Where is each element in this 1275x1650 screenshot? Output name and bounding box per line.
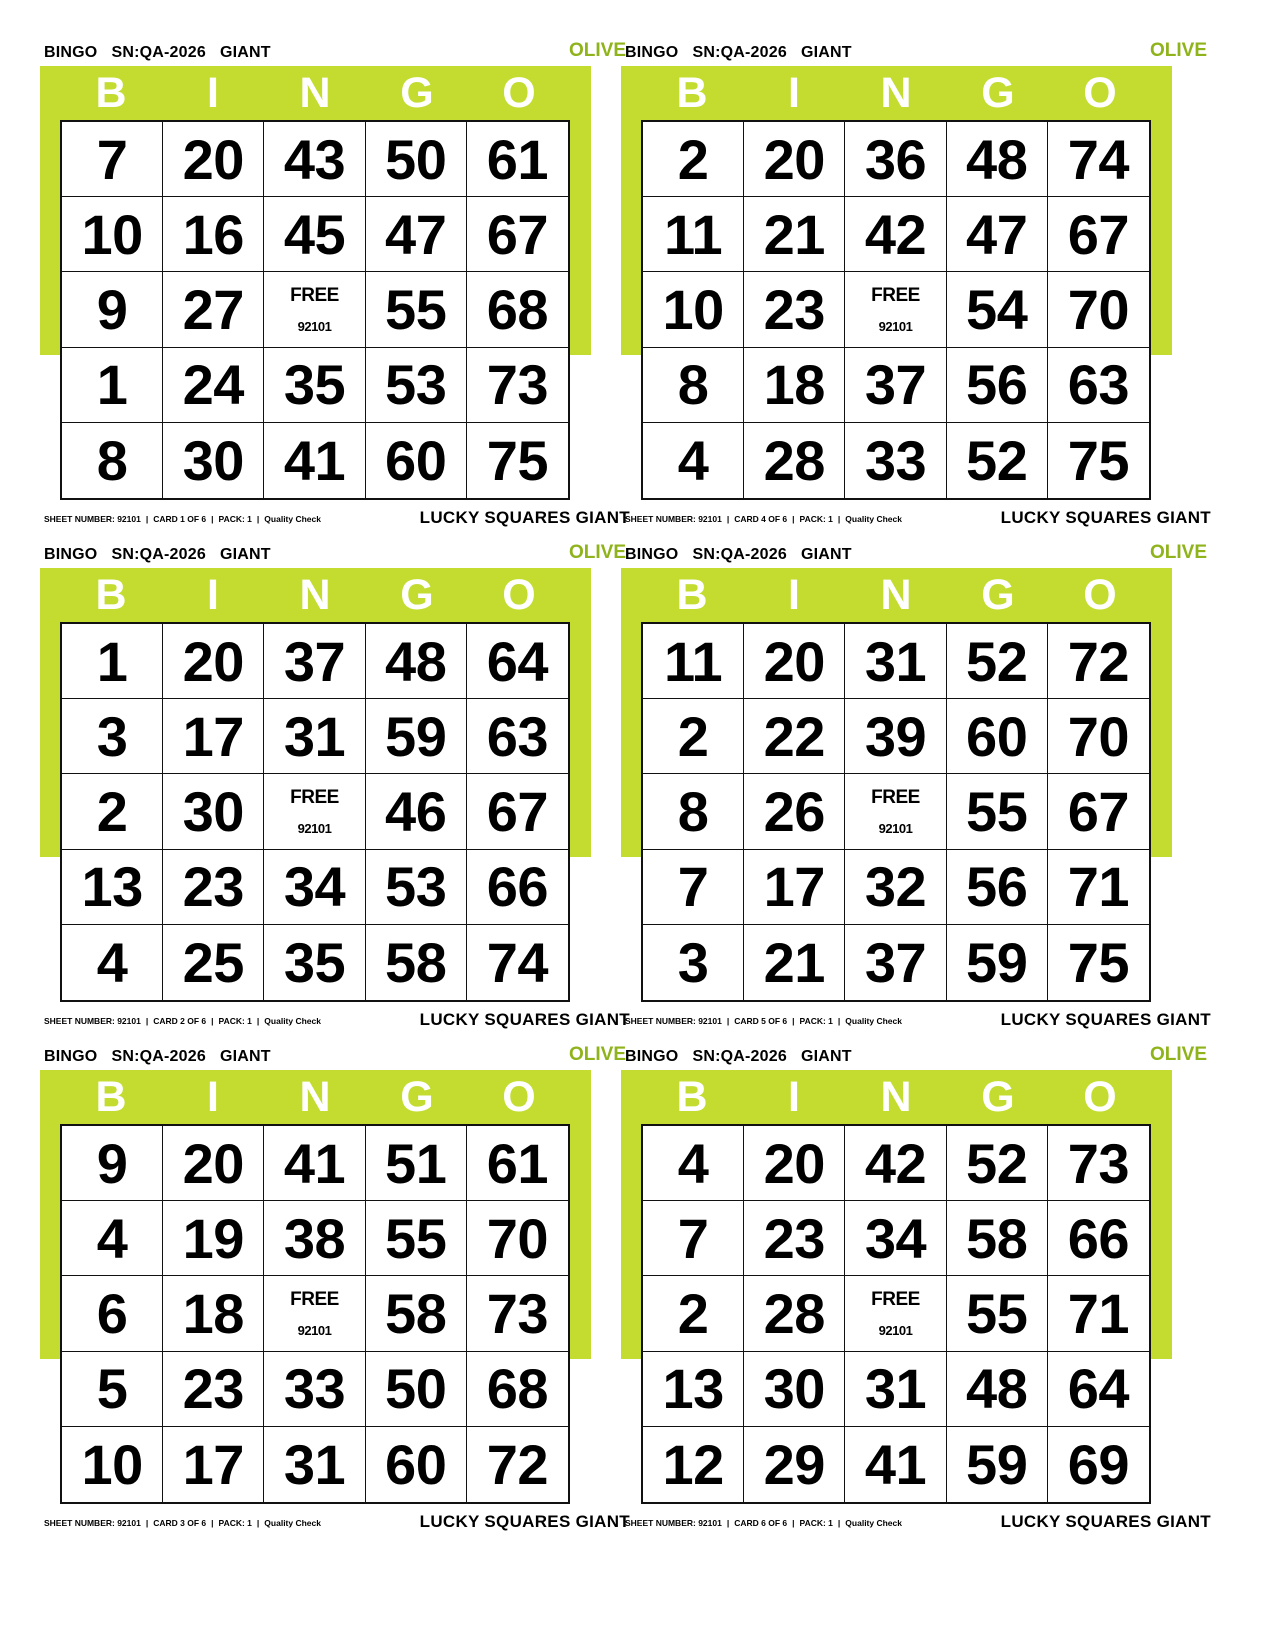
card-header <box>625 44 866 62</box>
card-color-label: OLIVE <box>568 542 626 563</box>
number-cell[interactable]: 8 <box>643 348 744 423</box>
footer-item: SHEET NUMBER: 92101 <box>44 514 141 524</box>
number-cell[interactable]: 56 <box>947 850 1048 925</box>
card-header-item: BINGO <box>625 44 679 61</box>
number-cell[interactable]: 1 <box>62 624 163 699</box>
bingo-grid <box>641 120 1151 500</box>
free-label: FREE <box>290 1288 339 1310</box>
number-cell[interactable]: 3 <box>643 925 744 1000</box>
card-header-item: SN:QA-2026 <box>692 1048 787 1065</box>
card-brand: LUCKY SQUARES GIANT <box>1000 1512 1211 1531</box>
footer-separator: | <box>145 1016 149 1026</box>
number-cell[interactable]: 17 <box>163 699 264 774</box>
card-footer <box>44 1016 321 1026</box>
footer-item: Quality Check <box>264 1016 321 1026</box>
number-cell[interactable]: 47 <box>366 197 467 272</box>
card-header-item: GIANT <box>219 1048 271 1065</box>
footer-item: PACK: 1 <box>799 514 833 524</box>
number-cell[interactable]: 20 <box>163 1126 264 1201</box>
number-cell[interactable]: 4 <box>643 423 744 498</box>
number-cell[interactable]: 59 <box>947 1427 1048 1502</box>
number-cell[interactable]: 72 <box>1048 624 1149 699</box>
number-cell[interactable]: 27 <box>163 272 264 347</box>
card-header-item: GIANT <box>219 44 271 61</box>
number-cell[interactable]: 58 <box>366 925 467 1000</box>
footer-item: CARD 2 OF 6 <box>153 1016 207 1026</box>
number-cell[interactable]: 64 <box>1048 1352 1149 1427</box>
bingo-letter: O <box>1083 571 1117 619</box>
free-space[interactable] <box>845 272 946 347</box>
bingo-letter: I <box>788 571 800 619</box>
card-header-item: GIANT <box>800 1048 852 1065</box>
footer-item: Quality Check <box>845 1016 902 1026</box>
number-cell[interactable]: 73 <box>467 348 568 423</box>
bingo-letters <box>60 1070 570 1124</box>
number-cell[interactable]: 50 <box>366 122 467 197</box>
free-space[interactable] <box>264 1276 365 1351</box>
number-cell[interactable]: 16 <box>163 197 264 272</box>
bingo-letter: G <box>400 571 434 619</box>
card-header <box>44 1048 285 1066</box>
number-cell[interactable]: 7 <box>62 122 163 197</box>
number-cell[interactable]: 43 <box>264 122 365 197</box>
footer-separator: | <box>145 514 149 524</box>
footer-separator: | <box>256 1016 260 1026</box>
free-space[interactable] <box>845 1276 946 1351</box>
number-cell[interactable]: 55 <box>947 1276 1048 1351</box>
number-cell[interactable]: 52 <box>947 423 1048 498</box>
bingo-letters <box>641 568 1151 622</box>
number-cell[interactable]: 21 <box>744 925 845 1000</box>
number-cell[interactable]: 48 <box>947 1352 1048 1427</box>
free-label: FREE <box>871 284 920 306</box>
card-color-label: OLIVE <box>568 1044 626 1065</box>
card-header <box>625 546 866 564</box>
number-cell[interactable]: 53 <box>366 348 467 423</box>
number-cell[interactable]: 9 <box>62 1126 163 1201</box>
number-cell[interactable]: 8 <box>62 423 163 498</box>
number-cell[interactable]: 33 <box>845 423 946 498</box>
bingo-letter: I <box>788 1073 800 1121</box>
number-cell[interactable]: 42 <box>845 1126 946 1201</box>
number-cell[interactable]: 47 <box>947 197 1048 272</box>
number-cell[interactable]: 39 <box>845 699 946 774</box>
number-cell[interactable]: 75 <box>1067 428 1130 492</box>
footer-separator: | <box>837 1016 841 1026</box>
bingo-grid <box>641 622 1151 1002</box>
footer-separator: | <box>211 1518 214 1528</box>
bingo-letter: B <box>676 69 708 117</box>
number-cell[interactable]: 12 <box>643 1427 744 1502</box>
number-cell[interactable]: 31 <box>845 624 946 699</box>
number-cell[interactable]: 42 <box>845 197 946 272</box>
footer-item: PACK: 1 <box>799 1016 833 1026</box>
bingo-letter: B <box>676 1073 708 1121</box>
number-cell[interactable]: 59 <box>947 925 1048 1000</box>
footer-item: PACK: 1 <box>218 1016 252 1026</box>
footer-separator: | <box>211 1016 214 1026</box>
card-header-item: SN:QA-2026 <box>692 44 787 61</box>
card-color-label: OLIVE <box>568 40 626 61</box>
bingo-grid <box>60 120 570 500</box>
bingo-card <box>40 38 630 541</box>
free-space[interactable] <box>264 272 365 347</box>
card-header-item: BINGO <box>44 1048 98 1065</box>
number-cell[interactable]: 51 <box>366 1126 467 1201</box>
card-color-label: OLIVE <box>1149 1044 1207 1065</box>
bingo-letter: G <box>981 571 1015 619</box>
bingo-letter: O <box>1083 69 1117 117</box>
footer-item: SHEET NUMBER: 92101 <box>44 1518 141 1528</box>
footer-separator: | <box>792 1518 795 1528</box>
number-cell[interactable]: 5 <box>62 1352 163 1427</box>
number-cell[interactable]: 55 <box>947 774 1048 849</box>
number-cell[interactable]: 74 <box>486 930 549 994</box>
free-space[interactable] <box>845 774 946 849</box>
number-cell[interactable]: 35 <box>264 925 365 1000</box>
number-cell[interactable]: 37 <box>264 624 365 699</box>
number-cell[interactable]: 38 <box>264 1201 365 1276</box>
card-header-item: BINGO <box>44 44 98 61</box>
bingo-letter: N <box>880 69 912 117</box>
number-cell[interactable]: 60 <box>947 699 1048 774</box>
number-cell[interactable]: 10 <box>62 1427 163 1502</box>
card-header-item: SN:QA-2026 <box>692 546 787 563</box>
number-cell[interactable]: 4 <box>62 1201 163 1276</box>
card-header-item: SN:QA-2026 <box>111 546 206 563</box>
number-cell[interactable]: 45 <box>264 197 365 272</box>
number-cell[interactable]: 41 <box>264 1126 365 1201</box>
number-cell[interactable]: 70 <box>1048 272 1149 347</box>
card-header-item: BINGO <box>625 1048 679 1065</box>
bingo-letter: N <box>299 571 331 619</box>
footer-separator: | <box>211 514 214 524</box>
number-cell[interactable]: 37 <box>845 348 946 423</box>
footer-item: PACK: 1 <box>218 1518 252 1528</box>
number-cell[interactable]: 67 <box>1048 197 1149 272</box>
footer-item: Quality Check <box>264 514 321 524</box>
number-cell[interactable]: 60 <box>366 1427 467 1502</box>
number-cell[interactable]: 41 <box>845 1427 946 1502</box>
free-number: 92101 <box>878 318 913 334</box>
footer-separator: | <box>726 1016 730 1026</box>
number-cell[interactable]: 36 <box>845 122 946 197</box>
number-cell[interactable]: 73 <box>1048 1126 1149 1201</box>
free-label: FREE <box>290 284 339 306</box>
number-cell[interactable]: 48 <box>947 122 1048 197</box>
bingo-letter: I <box>207 69 219 117</box>
number-cell[interactable]: 75 <box>486 428 549 492</box>
card-header <box>44 546 285 564</box>
footer-item: CARD 3 OF 6 <box>153 1518 207 1528</box>
footer-separator: | <box>726 1518 730 1528</box>
bingo-grid <box>641 1124 1151 1504</box>
number-cell[interactable]: 24 <box>163 348 264 423</box>
footer-separator: | <box>256 514 260 524</box>
card-footer <box>625 1016 902 1026</box>
number-cell[interactable]: 1 <box>62 348 163 423</box>
card-header-item: BINGO <box>44 546 98 563</box>
number-cell[interactable]: 56 <box>947 348 1048 423</box>
number-cell[interactable]: 26 <box>744 774 845 849</box>
bingo-letter: G <box>400 1073 434 1121</box>
bingo-letter: I <box>207 1073 219 1121</box>
bingo-letters <box>641 66 1151 120</box>
number-cell[interactable]: 23 <box>744 272 845 347</box>
bingo-card <box>621 38 1211 541</box>
number-cell[interactable]: 20 <box>744 122 845 197</box>
number-cell[interactable]: 2 <box>643 1276 744 1351</box>
number-cell[interactable]: 35 <box>264 348 365 423</box>
card-color-label: OLIVE <box>1149 40 1207 61</box>
footer-item: PACK: 1 <box>799 1518 833 1528</box>
bingo-card <box>621 1042 1211 1545</box>
number-cell[interactable]: 66 <box>1048 1201 1149 1276</box>
number-cell[interactable]: 61 <box>467 1126 568 1201</box>
number-cell[interactable]: 10 <box>643 272 744 347</box>
card-footer <box>625 514 902 524</box>
card-footer <box>625 1518 902 1528</box>
number-cell[interactable]: 23 <box>163 850 264 925</box>
card-brand: LUCKY SQUARES GIANT <box>419 508 630 527</box>
bingo-letter: B <box>95 69 127 117</box>
number-cell[interactable]: 59 <box>366 699 467 774</box>
number-cell[interactable]: 70 <box>467 1201 568 1276</box>
card-header-item: GIANT <box>800 44 852 61</box>
bingo-letter: N <box>880 1073 912 1121</box>
bingo-letter: B <box>95 571 127 619</box>
number-cell[interactable]: 37 <box>845 925 946 1000</box>
bingo-letter: G <box>400 69 434 117</box>
number-cell[interactable]: 30 <box>163 423 264 498</box>
free-number: 92101 <box>297 820 332 836</box>
footer-item: SHEET NUMBER: 92101 <box>44 1016 141 1026</box>
card-brand: LUCKY SQUARES GIANT <box>419 1010 630 1029</box>
number-cell[interactable]: 31 <box>264 699 365 774</box>
footer-item: Quality Check <box>845 1518 902 1528</box>
bingo-letter: B <box>676 571 708 619</box>
footer-item: CARD 1 OF 6 <box>153 514 207 524</box>
number-cell[interactable]: 29 <box>744 1427 845 1502</box>
number-cell[interactable]: 20 <box>744 624 845 699</box>
bingo-letter: N <box>299 1073 331 1121</box>
number-cell[interactable]: 32 <box>845 850 946 925</box>
number-cell[interactable]: 69 <box>1067 1432 1130 1496</box>
card-brand: LUCKY SQUARES GIANT <box>1000 508 1211 527</box>
number-cell[interactable]: 6 <box>62 1276 163 1351</box>
number-cell[interactable]: 7 <box>643 850 744 925</box>
number-cell[interactable]: 4 <box>643 1126 744 1201</box>
number-cell[interactable]: 3 <box>62 699 163 774</box>
number-cell[interactable]: 7 <box>643 1201 744 1276</box>
card-brand: LUCKY SQUARES GIANT <box>1000 1010 1211 1029</box>
card-footer <box>44 1518 321 1528</box>
footer-separator: | <box>256 1518 260 1528</box>
bingo-letter: I <box>207 571 219 619</box>
free-space[interactable] <box>264 774 365 849</box>
bingo-card <box>621 540 1211 1043</box>
number-cell[interactable]: 71 <box>1048 1276 1149 1351</box>
number-cell[interactable]: 55 <box>366 272 467 347</box>
number-cell[interactable]: 17 <box>744 850 845 925</box>
number-cell[interactable]: 67 <box>467 197 568 272</box>
bingo-letter: O <box>502 571 536 619</box>
bingo-letter: B <box>95 1073 127 1121</box>
number-cell[interactable]: 34 <box>845 1201 946 1276</box>
number-cell[interactable]: 11 <box>643 197 744 272</box>
number-cell[interactable]: 13 <box>643 1352 744 1427</box>
number-cell[interactable]: 52 <box>947 624 1048 699</box>
number-cell[interactable]: 2 <box>62 774 163 849</box>
number-cell[interactable]: 52 <box>947 1126 1048 1201</box>
bingo-letter: N <box>880 571 912 619</box>
number-cell[interactable]: 63 <box>1048 348 1149 423</box>
number-cell[interactable]: 20 <box>744 1126 845 1201</box>
footer-item: CARD 5 OF 6 <box>734 1016 788 1026</box>
number-cell[interactable]: 41 <box>264 423 365 498</box>
footer-item: SHEET NUMBER: 92101 <box>625 514 722 524</box>
number-cell[interactable]: 67 <box>1048 774 1149 849</box>
number-cell[interactable]: 18 <box>744 348 845 423</box>
number-cell[interactable]: 28 <box>744 423 845 498</box>
bingo-letters <box>60 66 570 120</box>
number-cell[interactable]: 2 <box>643 122 744 197</box>
number-cell[interactable]: 10 <box>62 197 163 272</box>
number-cell[interactable]: 48 <box>366 624 467 699</box>
number-cell[interactable]: 75 <box>1067 930 1130 994</box>
footer-separator: | <box>837 514 841 524</box>
bingo-letter: O <box>502 69 536 117</box>
footer-separator: | <box>837 1518 841 1528</box>
number-cell[interactable]: 73 <box>467 1276 568 1351</box>
bingo-card <box>40 1042 630 1545</box>
footer-item: PACK: 1 <box>218 514 252 524</box>
number-cell[interactable]: 13 <box>62 850 163 925</box>
number-cell[interactable]: 46 <box>366 774 467 849</box>
footer-item: Quality Check <box>264 1518 321 1528</box>
number-cell[interactable]: 21 <box>744 197 845 272</box>
number-cell[interactable]: 23 <box>163 1352 264 1427</box>
footer-item: Quality Check <box>845 514 902 524</box>
card-footer <box>44 514 321 524</box>
number-cell[interactable]: 9 <box>62 272 163 347</box>
card-header-item: GIANT <box>219 546 271 563</box>
free-label: FREE <box>871 786 920 808</box>
bingo-grid <box>60 1124 570 1504</box>
number-cell[interactable]: 63 <box>467 699 568 774</box>
bingo-letter: O <box>1083 1073 1117 1121</box>
bingo-letter: G <box>981 69 1015 117</box>
free-number: 92101 <box>297 318 332 334</box>
number-cell[interactable]: 30 <box>163 774 264 849</box>
footer-item: SHEET NUMBER: 92101 <box>625 1016 722 1026</box>
number-cell[interactable]: 71 <box>1048 850 1149 925</box>
number-cell[interactable]: 19 <box>163 1201 264 1276</box>
card-header <box>625 1048 866 1066</box>
footer-separator: | <box>726 514 730 524</box>
number-cell[interactable]: 28 <box>744 1276 845 1351</box>
free-label: FREE <box>290 786 339 808</box>
number-cell[interactable]: 34 <box>264 850 365 925</box>
number-cell[interactable]: 20 <box>163 624 264 699</box>
footer-item: SHEET NUMBER: 92101 <box>625 1518 722 1528</box>
bingo-card <box>40 540 630 1043</box>
number-cell[interactable]: 53 <box>366 850 467 925</box>
number-cell[interactable]: 4 <box>62 925 163 1000</box>
footer-item: CARD 4 OF 6 <box>734 514 788 524</box>
number-cell[interactable]: 54 <box>947 272 1048 347</box>
footer-separator: | <box>145 1518 149 1528</box>
number-cell[interactable]: 66 <box>467 850 568 925</box>
bingo-letters <box>641 1070 1151 1124</box>
free-number: 92101 <box>297 1322 332 1338</box>
footer-separator: | <box>792 514 795 524</box>
number-cell[interactable]: 11 <box>643 624 744 699</box>
number-cell[interactable]: 55 <box>366 1201 467 1276</box>
number-cell[interactable]: 18 <box>163 1276 264 1351</box>
card-header-item: SN:QA-2026 <box>111 1048 206 1065</box>
number-cell[interactable]: 20 <box>163 122 264 197</box>
number-cell[interactable]: 17 <box>163 1427 264 1502</box>
number-cell[interactable]: 61 <box>467 122 568 197</box>
number-cell[interactable]: 8 <box>643 774 744 849</box>
number-cell[interactable]: 60 <box>366 423 467 498</box>
number-cell[interactable]: 58 <box>366 1276 467 1351</box>
card-header <box>44 44 285 62</box>
number-cell[interactable]: 25 <box>163 925 264 1000</box>
card-header-item: SN:QA-2026 <box>111 44 206 61</box>
bingo-letters <box>60 568 570 622</box>
footer-item: CARD 6 OF 6 <box>734 1518 788 1528</box>
number-cell[interactable]: 64 <box>467 624 568 699</box>
card-color-label: OLIVE <box>1149 542 1207 563</box>
bingo-letter: N <box>299 69 331 117</box>
number-cell[interactable]: 74 <box>1048 122 1149 197</box>
number-cell[interactable]: 33 <box>264 1352 365 1427</box>
number-cell[interactable]: 31 <box>264 1427 365 1502</box>
free-number: 92101 <box>878 820 913 836</box>
number-cell[interactable]: 72 <box>486 1432 549 1496</box>
card-header-item: BINGO <box>625 546 679 563</box>
number-cell[interactable]: 68 <box>467 1352 568 1427</box>
number-cell[interactable]: 30 <box>744 1352 845 1427</box>
number-cell[interactable]: 23 <box>744 1201 845 1276</box>
free-number: 92101 <box>878 1322 913 1338</box>
number-cell[interactable]: 67 <box>467 774 568 849</box>
card-header-item: GIANT <box>800 546 852 563</box>
card-brand: LUCKY SQUARES GIANT <box>419 1512 630 1531</box>
number-cell[interactable]: 70 <box>1048 699 1149 774</box>
free-label: FREE <box>871 1288 920 1310</box>
number-cell[interactable]: 22 <box>744 699 845 774</box>
number-cell[interactable]: 31 <box>845 1352 946 1427</box>
bingo-grid <box>60 622 570 1002</box>
bingo-letter: G <box>981 1073 1015 1121</box>
number-cell[interactable]: 58 <box>947 1201 1048 1276</box>
bingo-letter: I <box>788 69 800 117</box>
footer-separator: | <box>792 1016 795 1026</box>
number-cell[interactable]: 50 <box>366 1352 467 1427</box>
number-cell[interactable]: 2 <box>643 699 744 774</box>
number-cell[interactable]: 68 <box>467 272 568 347</box>
bingo-letter: O <box>502 1073 536 1121</box>
